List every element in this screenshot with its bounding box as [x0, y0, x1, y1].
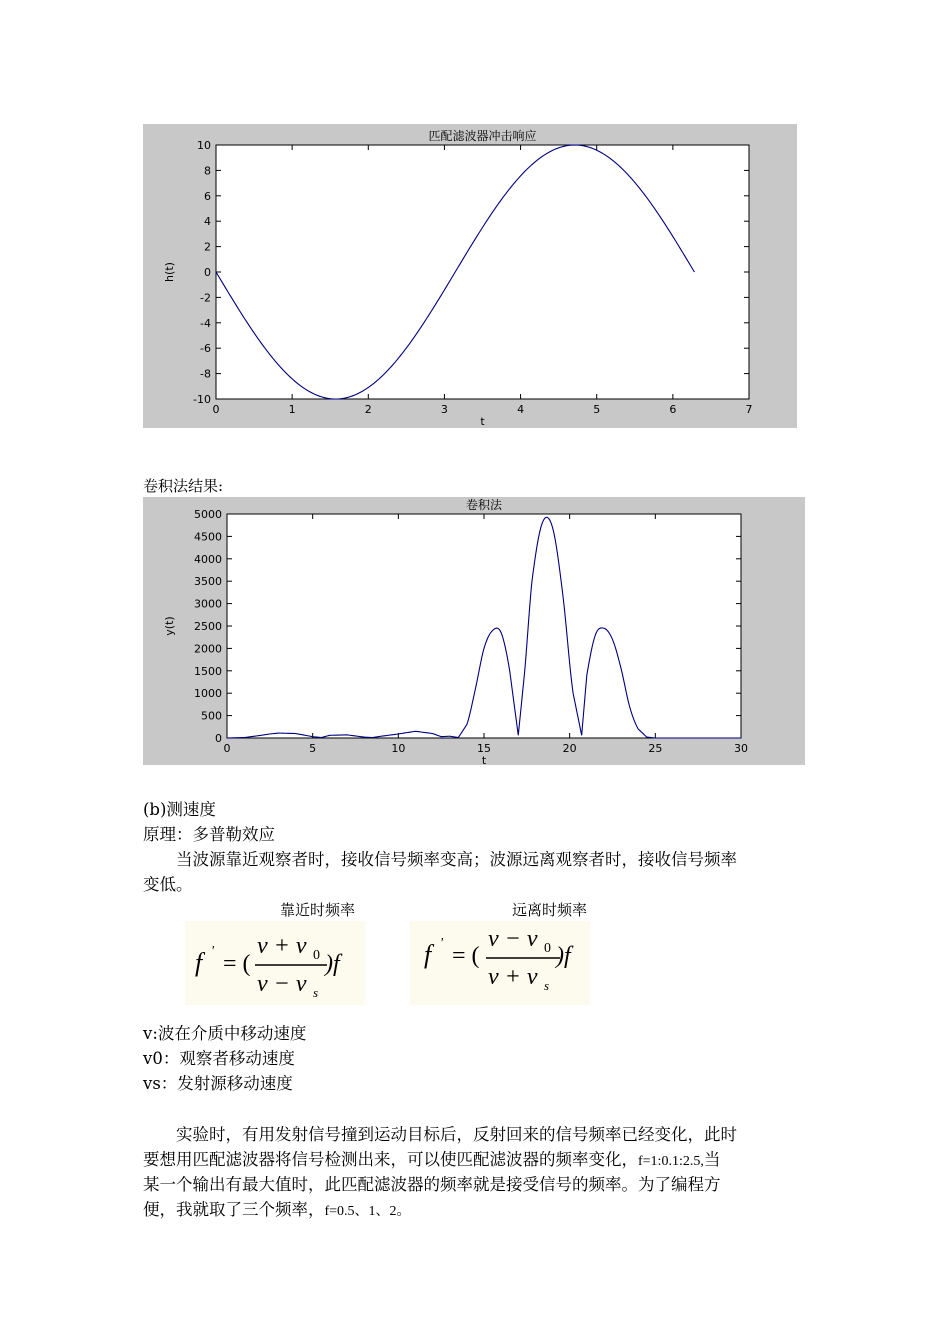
formula-far-prime: ': [440, 936, 443, 951]
formula-near-rhs: )f: [325, 951, 340, 977]
paragraph-2-line-4-b: f=0.5、1、2。: [324, 1204, 411, 1219]
convolution-ytick-label: 0: [215, 732, 222, 745]
impulse-ylabel: h(t): [163, 262, 176, 282]
formula-far-denominator: v + v: [488, 964, 538, 990]
impulse-ytick-label: -8: [200, 367, 211, 381]
paragraph-2-line-3: 某一个输出有最大值时，此匹配滤波器的频率就是接受信号的频率。为了编程方: [143, 1175, 721, 1194]
paragraph-2-line-2-c: 当: [703, 1150, 721, 1169]
formula-far-num-sub: 0: [544, 941, 551, 956]
impulse-xtick-label: 3: [440, 403, 448, 416]
convolution-xtick-label: 20: [562, 742, 577, 755]
impulse-plot-area: [216, 145, 749, 399]
impulse-ytick-label: 10: [197, 139, 211, 152]
impulse-xtick-label: 4: [517, 403, 525, 416]
convolution-xtick-label: 30: [734, 742, 748, 755]
impulse-ytick-label: -6: [200, 342, 211, 356]
convolution-xtick-label: 5: [309, 742, 317, 755]
formula-near-den-sub: s: [313, 985, 319, 1000]
formula-near-numerator: v + v: [257, 933, 307, 959]
impulse-xtick-label: 5: [593, 403, 601, 416]
convolution-title: 卷积法: [465, 498, 503, 512]
formula-far-den-sub: s: [544, 978, 550, 993]
impulse-response-chart: [143, 124, 797, 428]
convolution-caption: 卷积法结果:: [143, 477, 224, 495]
impulse-ytick-label: -4: [200, 316, 211, 330]
convolution-ytick-label: 5000: [194, 508, 222, 521]
convolution-ytick-label: 3000: [194, 597, 222, 611]
caption-near-frequency: 靠近时频率: [280, 901, 356, 919]
convolution-xlabel: t: [481, 754, 487, 765]
formula-far-rhs: )f: [556, 943, 571, 969]
definition-vs: vs：发射源移动速度: [143, 1074, 293, 1093]
impulse-ytick-label: 4: [204, 215, 211, 229]
paragraph-2-line-4-a: 便，我就取了三个频率，: [143, 1200, 325, 1219]
impulse-ytick-label: -2: [200, 291, 211, 305]
convolution-plot-area: [227, 514, 741, 738]
paragraph-1-line-1: 当波源靠近观察者时，接收信号频率变高；波源远离观察者时，接收信号频率: [176, 850, 737, 869]
convolution-ytick-label: 2500: [194, 620, 222, 633]
paragraph-2-line-4: [143, 1197, 411, 1224]
impulse-xtick-label: 2: [364, 403, 372, 416]
paragraph-2-line-2-a: 要想用匹配滤波器将信号检测出来，可以使匹配滤波器的频率变化，: [143, 1150, 638, 1169]
impulse-title: 匹配滤波器冲击响应: [428, 129, 537, 143]
convolution-xtick-label: 0: [223, 742, 231, 755]
definition-v: v:波在介质中移动速度: [143, 1024, 307, 1043]
convolution-xtick-label: 15: [477, 742, 491, 755]
impulse-ytick-label: 2: [204, 240, 211, 254]
convolution-ylabel: y(t): [163, 616, 176, 636]
impulse-ytick-label: 8: [204, 164, 211, 178]
formula-near: [185, 921, 365, 1005]
impulse-xlabel: t: [480, 415, 485, 428]
convolution-xtick-label: 10: [391, 742, 406, 755]
impulse-response-figure: [143, 124, 797, 428]
caption-far-frequency: 远离时频率: [512, 901, 588, 919]
section-heading: (b)测速度: [143, 800, 216, 819]
convolution-ytick-label: 4000: [194, 552, 222, 566]
formula-far-numerator: v − v: [488, 926, 538, 952]
definition-v0: v0：观察者移动速度: [143, 1049, 295, 1068]
formula-near-denominator: v − v: [257, 971, 307, 997]
impulse-xtick-label: 0: [212, 403, 220, 416]
principle-line: 原理：多普勒效应: [143, 825, 275, 844]
formula-near-eq: = (: [223, 951, 251, 977]
paragraph-1-line-2: 变低。: [143, 875, 193, 894]
formula-far-eq: = (: [452, 943, 480, 969]
formula-far-lhs: f: [424, 940, 432, 969]
impulse-ytick-label: 0: [204, 266, 211, 279]
paragraph-2-line-2-b: f=1:0.1:2.5,: [638, 1154, 704, 1169]
formula-far: [410, 921, 590, 1005]
convolution-ytick-label: 4500: [194, 530, 222, 544]
convolution-ytick-label: 3500: [194, 575, 222, 589]
convolution-ytick-label: 2000: [194, 642, 222, 656]
impulse-ytick-label: -10: [193, 393, 211, 406]
convolution-ytick-label: 1000: [194, 687, 222, 701]
impulse-xtick-label: 1: [288, 403, 296, 416]
impulse-xtick-label: 6: [669, 403, 677, 416]
formula-near-lhs: f: [195, 948, 203, 977]
convolution-figure: [143, 497, 805, 765]
convolution-ytick-label: 1500: [194, 664, 222, 678]
convolution-ytick-label: 500: [201, 709, 222, 723]
paragraph-2-line-1: 实验时，有用发射信号撞到运动目标后，反射回来的信号频率已经变化，此时: [176, 1125, 737, 1144]
convolution-chart: [143, 497, 805, 765]
convolution-xtick-label: 25: [648, 742, 663, 755]
impulse-ytick-label: 6: [204, 189, 211, 203]
formula-near-prime: ': [211, 944, 214, 959]
impulse-xtick-label: 7: [745, 403, 753, 416]
paragraph-2-line-2: [143, 1147, 720, 1174]
formula-near-num-sub: 0: [313, 948, 320, 963]
